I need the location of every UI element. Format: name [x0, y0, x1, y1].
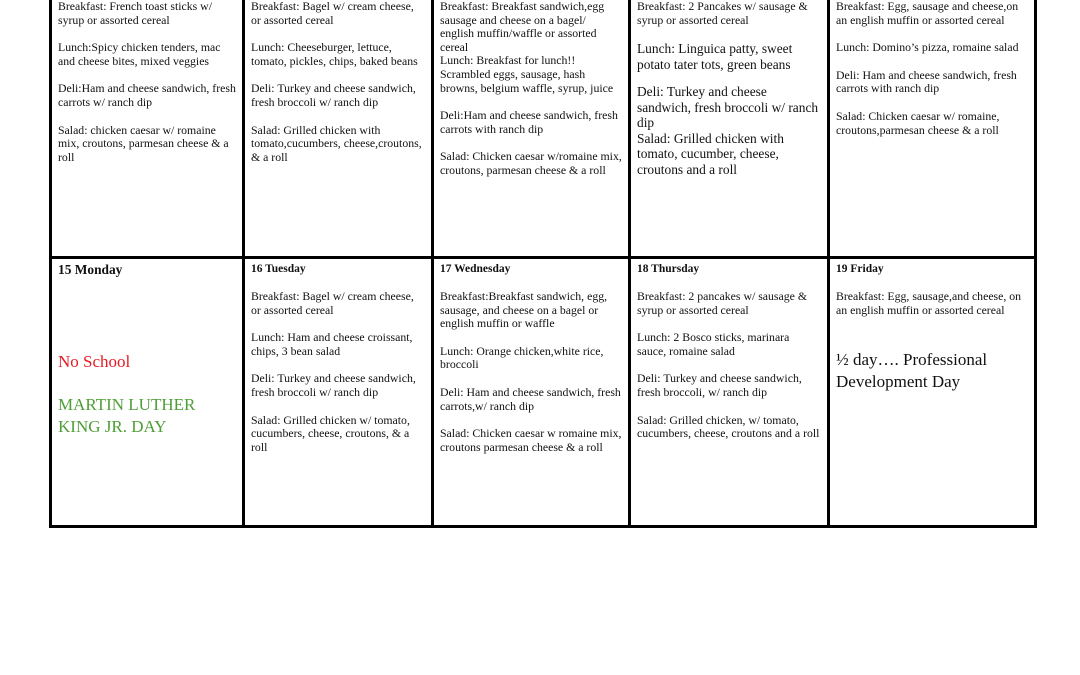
day-cell-wednesday-17 [434, 261, 628, 525]
day-cell-thursday-week1 [631, 0, 827, 256]
salad-item: Salad: Chicken caesar w romaine mix, croutons parmesan cheese & a roll [440, 426, 622, 454]
salad-item: Salad: Grilled chicken with tomato, cucumber, cheese, croutons and a roll [637, 130, 784, 177]
breakfast-item: Breakfast:Breakfast sandwich, egg, sausage, and cheese on a bagel or english muffin or waffle [440, 289, 608, 331]
day-heading: 16 Tuesday [251, 263, 306, 275]
holiday-label: MARTIN LUTHER KING JR. DAY [58, 395, 196, 436]
lunch-item: Lunch: Orange chicken,white rice, broccoli [440, 343, 604, 372]
breakfast-item: Breakfast: Egg, sausage,and cheese, on an english muffin or assorted cereal [836, 289, 1022, 317]
deli-item: Deli:Ham and cheese sandwich, fresh carrots w/ ranch dip [58, 81, 236, 109]
day-cell-tuesday-week1 [245, 0, 431, 256]
deli-item: Deli: Turkey and cheese sandwich, fresh broccoli, w/ ranch dip [637, 371, 802, 399]
day-cell-monday-15 [52, 261, 242, 525]
day-heading: 18 Thursday [637, 263, 700, 275]
day-cell-friday-19 [830, 261, 1034, 525]
deli-item: Deli: Turkey and cheese sandwich, fresh broccoli w/ ranch dip [251, 81, 416, 109]
breakfast-item: Breakfast: 2 pancakes w/ sausage & syrup or assorted cereal [637, 289, 808, 317]
day-cell-thursday-18 [631, 261, 827, 525]
day-heading: 17 Wednesday [440, 263, 511, 275]
breakfast-item: Breakfast: Breakfast sandwich,egg sausage and cheese on a bagel/ english muffin/waffle or assorted cereal [440, 0, 605, 54]
day-heading: 15 Monday [58, 262, 123, 277]
deli-item: Deli: Turkey and cheese sandwich, fresh broccoli w/ ranch dip [637, 84, 819, 131]
day-cell-tuesday-16 [245, 261, 431, 525]
half-day-note: ½ day…. Professional Development Day [836, 350, 988, 392]
salad-item: Salad: Grilled chicken, w/ tomato, cucumbers, cheese, croutons and a roll [637, 412, 820, 441]
salad-item: Salad: Chicken caesar w/romaine mix, croutons, parmesan cheese & a roll [440, 149, 622, 177]
salad-item: Salad: Grilled chicken with tomato,cucumbers, cheese,croutons, & a roll [251, 122, 422, 164]
day-cell-monday-week1 [52, 0, 242, 256]
no-school-notice: No School [58, 352, 131, 371]
lunch-item: Lunch: 2 Bosco sticks, marinara sauce, romaine salad [637, 330, 790, 358]
lunch-item: Lunch: Ham and cheese croissant, chips, 3 bean salad [251, 330, 413, 358]
lunch-item: Lunch: Cheeseburger, lettuce, tomato, pickles, chips, baked beans [251, 40, 418, 68]
deli-item: Deli: Ham and cheese sandwich, fresh carrots,w/ ranch dip [440, 384, 621, 413]
salad-item: Salad: chicken caesar w/ romaine mix, croutons, parmesan cheese & a roll [58, 122, 229, 164]
deli-item: Deli: Turkey and cheese sandwich, fresh broccoli w/ ranch dip [251, 371, 416, 399]
deli-item: Deli: Ham and cheese sandwich, fresh carrots with ranch dip [836, 67, 1017, 96]
salad-item: Salad: Chicken caesar w/ romaine, croutons,parmesan cheese & a roll [836, 108, 1000, 137]
day-cell-friday-week1 [830, 0, 1034, 256]
lunch-item: Lunch: Breakfast for lunch!! Scrambled eggs, sausage, hash browns, belgium waffle, syrup, juice [440, 53, 614, 95]
lunch-item: Lunch: Linguica patty, sweet potato tater tots, green beans [637, 41, 793, 72]
breakfast-item: Breakfast: Egg, sausage and cheese,on an english muffin or assorted cereal [836, 0, 1019, 27]
deli-item: Deli:Ham and cheese sandwich, fresh carrots with ranch dip [440, 108, 618, 136]
day-heading: 19 Friday [836, 263, 884, 275]
lunch-item: Lunch: Domino’s pizza, romaine salad [836, 40, 1019, 55]
breakfast-item: Breakfast: Bagel w/ cream cheese, or assorted cereal [251, 0, 414, 27]
day-cell-wednesday-week1 [434, 0, 628, 256]
breakfast-item: Breakfast: 2 Pancakes w/ sausage & syrup or assorted cereal [637, 0, 808, 27]
row-divider [52, 256, 1034, 259]
lunch-item: Lunch:Spicy chicken tenders, mac and cheese bites, mixed veggies [58, 40, 221, 68]
salad-item: Salad: Grilled chicken w/ tomato, cucumbers, cheese, croutons, & a roll [251, 412, 410, 454]
breakfast-item: Breakfast: French toast sticks w/ syrup or assorted cereal [58, 0, 212, 27]
breakfast-item: Breakfast: Bagel w/ cream cheese, or assorted cereal [251, 289, 414, 317]
lunch-menu-calendar [49, 0, 1037, 528]
